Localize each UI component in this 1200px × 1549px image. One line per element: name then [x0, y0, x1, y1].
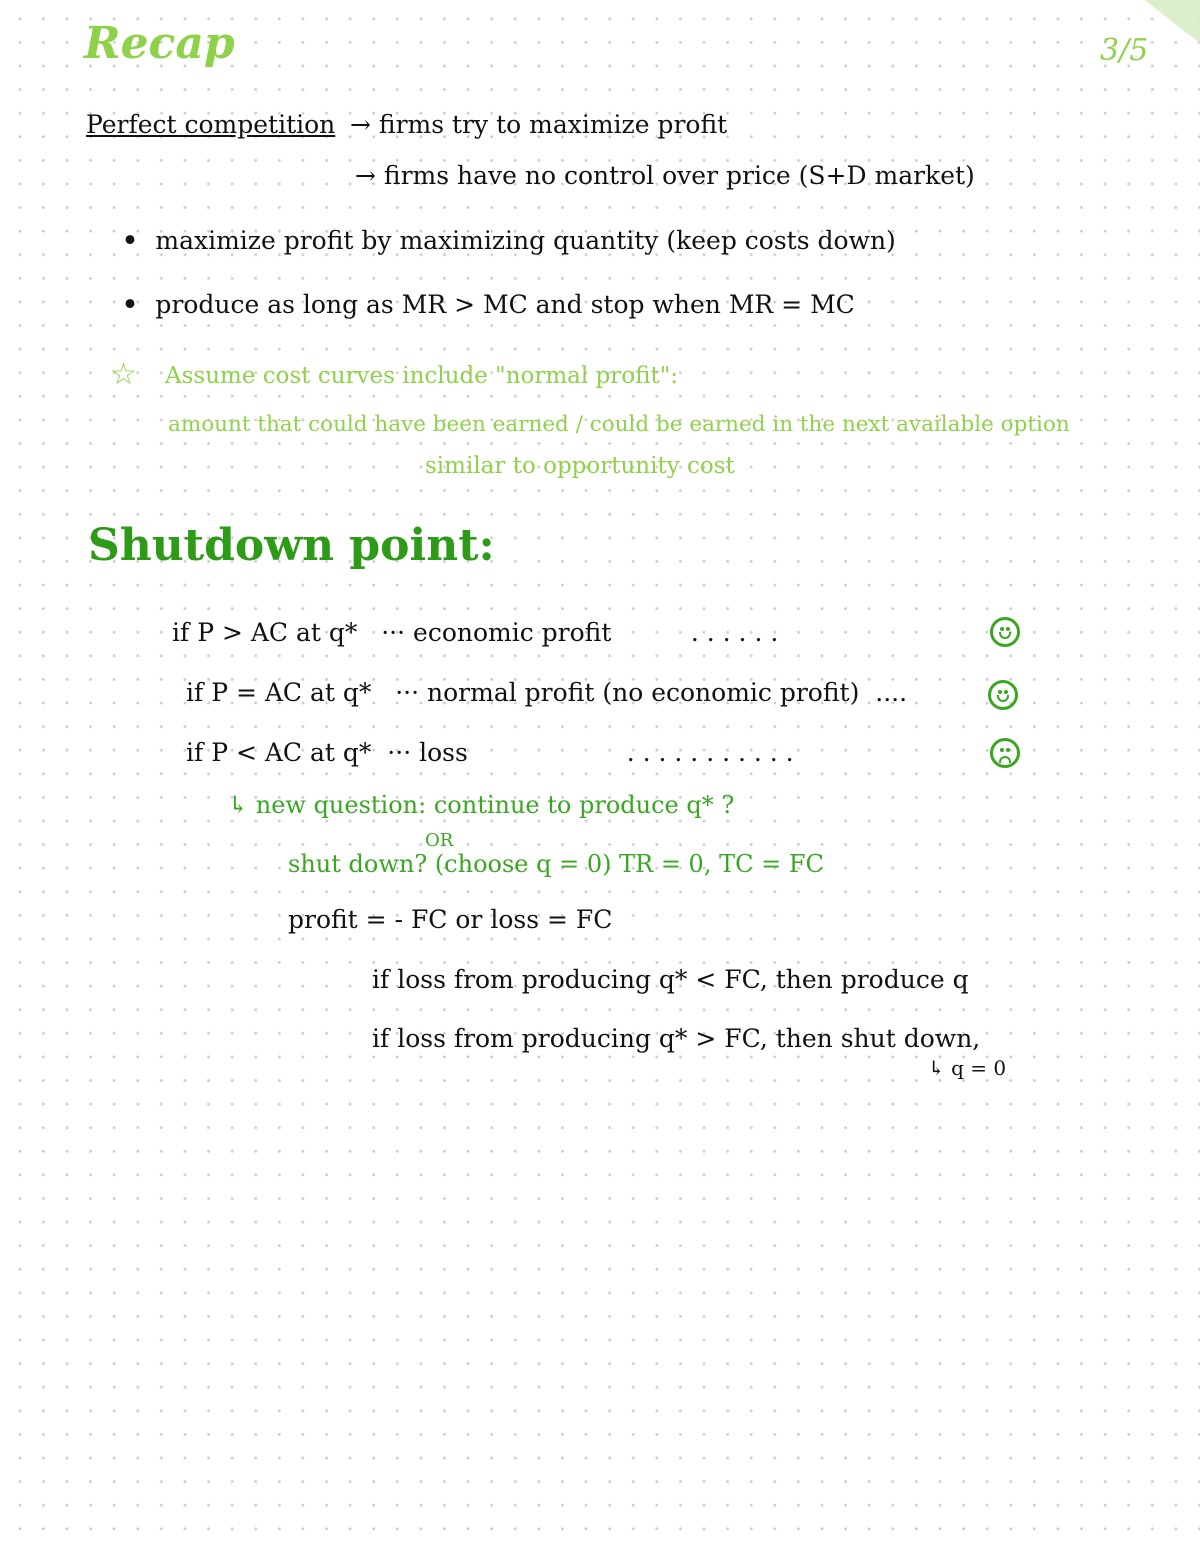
- section-heading: Shutdown point:: [88, 520, 495, 571]
- page-number: 3/5: [1100, 33, 1149, 68]
- bullet-dot: •: [122, 226, 156, 255]
- smiley-face-icon: [988, 680, 1018, 710]
- case-condition: if P < AC at q*: [186, 738, 372, 767]
- case-result: ··· normal profit (no economic profit): [395, 678, 860, 707]
- perfect-competition-point-1: → firms try to maximize profit: [350, 110, 728, 139]
- decision-rule-shutdown: if loss from producing q* > FC, then shut down,: [372, 1024, 981, 1053]
- opportunity-cost-note: similar to opportunity cost: [425, 453, 735, 479]
- normal-profit-definition: amount that could have been earned / could be earned in the next available option: [168, 412, 1070, 437]
- case-leader: . . . . . .: [690, 618, 779, 647]
- perfect-competition-point-2: → firms have no control over price (S+D market): [355, 161, 975, 190]
- decision-rule-shutdown-sub: ↳ q = 0: [928, 1056, 1007, 1080]
- bullet-dot: •: [122, 290, 156, 319]
- profit-equation: profit = - FC or loss = FC: [288, 905, 613, 934]
- case-row: [172, 620, 778, 645]
- perfect-competition-label: Perfect competition: [86, 110, 336, 139]
- case-row: [186, 680, 907, 705]
- bullet-item: [122, 228, 896, 253]
- case-leader: . . . . . . . . . . .: [626, 738, 794, 767]
- decision-rule-produce: if loss from producing q* < FC, then produce q: [372, 965, 969, 994]
- case-row: [186, 740, 794, 765]
- sad-face-icon: [990, 738, 1020, 768]
- bullet-item: [122, 292, 855, 317]
- case-condition: if P > AC at q*: [172, 618, 358, 647]
- new-question: ↳ new question: continue to produce q* ?: [228, 791, 735, 819]
- or-label: OR: [425, 830, 454, 851]
- assumption-note: Assume cost curves include "normal profit":: [165, 363, 679, 389]
- star-icon: ☆: [110, 357, 137, 392]
- case-result: ··· loss: [387, 738, 468, 767]
- shut-down-question: shut down? (choose q = 0) TR = 0, TC = FC: [288, 850, 824, 878]
- page-title: Recap: [84, 18, 235, 69]
- case-result: ··· economic profit: [381, 618, 612, 647]
- case-condition: if P = AC at q*: [186, 678, 372, 707]
- bullet-text: produce as long as MR > MC and stop when MR = MC: [155, 290, 855, 319]
- case-leader: ....: [875, 678, 908, 707]
- smiley-face-icon: [990, 617, 1020, 647]
- bullet-text: maximize profit by maximizing quantity (keep costs down): [155, 226, 896, 255]
